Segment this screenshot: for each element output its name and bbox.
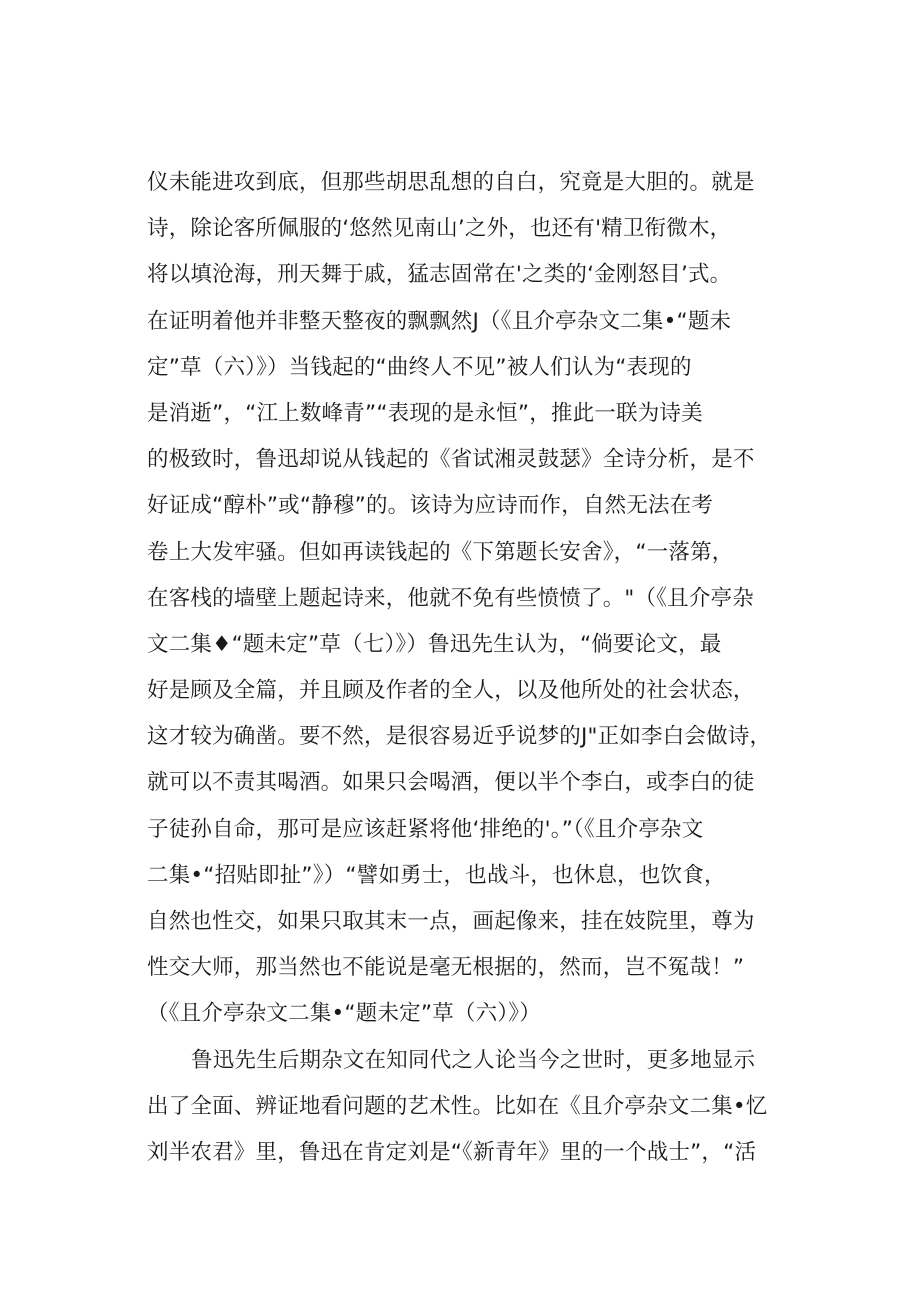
text-line: 刘半农君》里，鲁迅在肯定刘是“《新青年》里的一个战士”，“活 xyxy=(147,1139,757,1165)
text-line: 将以填沧海，刑天舞于戚，猛志固常在'之类的‘金刚怒目’式。 xyxy=(147,262,732,288)
text-line: 这才较为确凿。要不然，是很容易近乎说梦的J"正如李白会做诗， xyxy=(147,724,772,750)
text-line: 性交大师，那当然也不能说是毫无根据的，然而，岂不冤哉！” xyxy=(147,955,745,981)
text-line: 诗，除论客所佩服的‘悠然见南山’之外，也还有'精卫衔微木， xyxy=(147,216,732,242)
text-line: 在客栈的墙壁上题起诗来，他就不免有些愤愤了。"（《且介亭杂 xyxy=(147,585,754,611)
text-line: 自然也性交，如果只取其末一点，画起像来，挂在妓院里，尊为 xyxy=(147,909,755,934)
text-line: 仪未能进攻到底，但那些胡思乱想的自白，究竟是大胆的。就是 xyxy=(147,170,755,195)
paragraph-start-line: 鲁迅先生后期杂文在知同代之人论当今之世时，更多地显示 xyxy=(191,1047,756,1073)
text-line: 出了全面、辨证地看问题的艺术性。比如在《且介亭杂文二集•忆 xyxy=(147,1093,768,1119)
body-text xyxy=(147,160,817,1176)
text-line: 是消逝”，“江上数峰青”“表现的是永恒”，推此一联为诗美 xyxy=(147,400,703,426)
text-line: 二集•“招贴即扯”》）“譬如勇士，也战斗，也休息，也饮食， xyxy=(147,862,726,888)
text-line: 在证明着他并非整天整夜的飘飘然J（《且介亭杂文二集•“题未 xyxy=(147,308,732,334)
text-line: 好证成“醇朴”或“静穆”的。该诗为应诗而作，自然无法在考 xyxy=(147,493,714,519)
text-line: 文二集♦“题未定”草（七）》）鲁迅先生认为，“倘要论文，最 xyxy=(147,631,722,657)
text-line: （《且介亭杂文二集•“题未定”草（六）》） xyxy=(147,1001,541,1027)
text-line: 卷上大发牢骚。但如再读钱起的《下第题长安舍》，“一落第， xyxy=(147,539,734,565)
text-line: 的极致时，鲁迅却说从钱起的《省试湘灵鼓瑟》全诗分析，是不 xyxy=(147,447,755,473)
text-line: 好是顾及全篇，并且顾及作者的全人，以及他所处的社会状态， xyxy=(147,678,755,704)
text-line: 就可以不责其喝酒。如果只会喝酒，便以半个李白，或李白的徒 xyxy=(147,770,755,796)
text-line: 定”草（六）》）当钱起的“曲终人不见”被人们认为“表现的 xyxy=(147,354,692,380)
text-line: 子徒孙自命，那可是应该赶紧将他‘排绝的'。”（《且介亭杂文 xyxy=(147,816,704,842)
